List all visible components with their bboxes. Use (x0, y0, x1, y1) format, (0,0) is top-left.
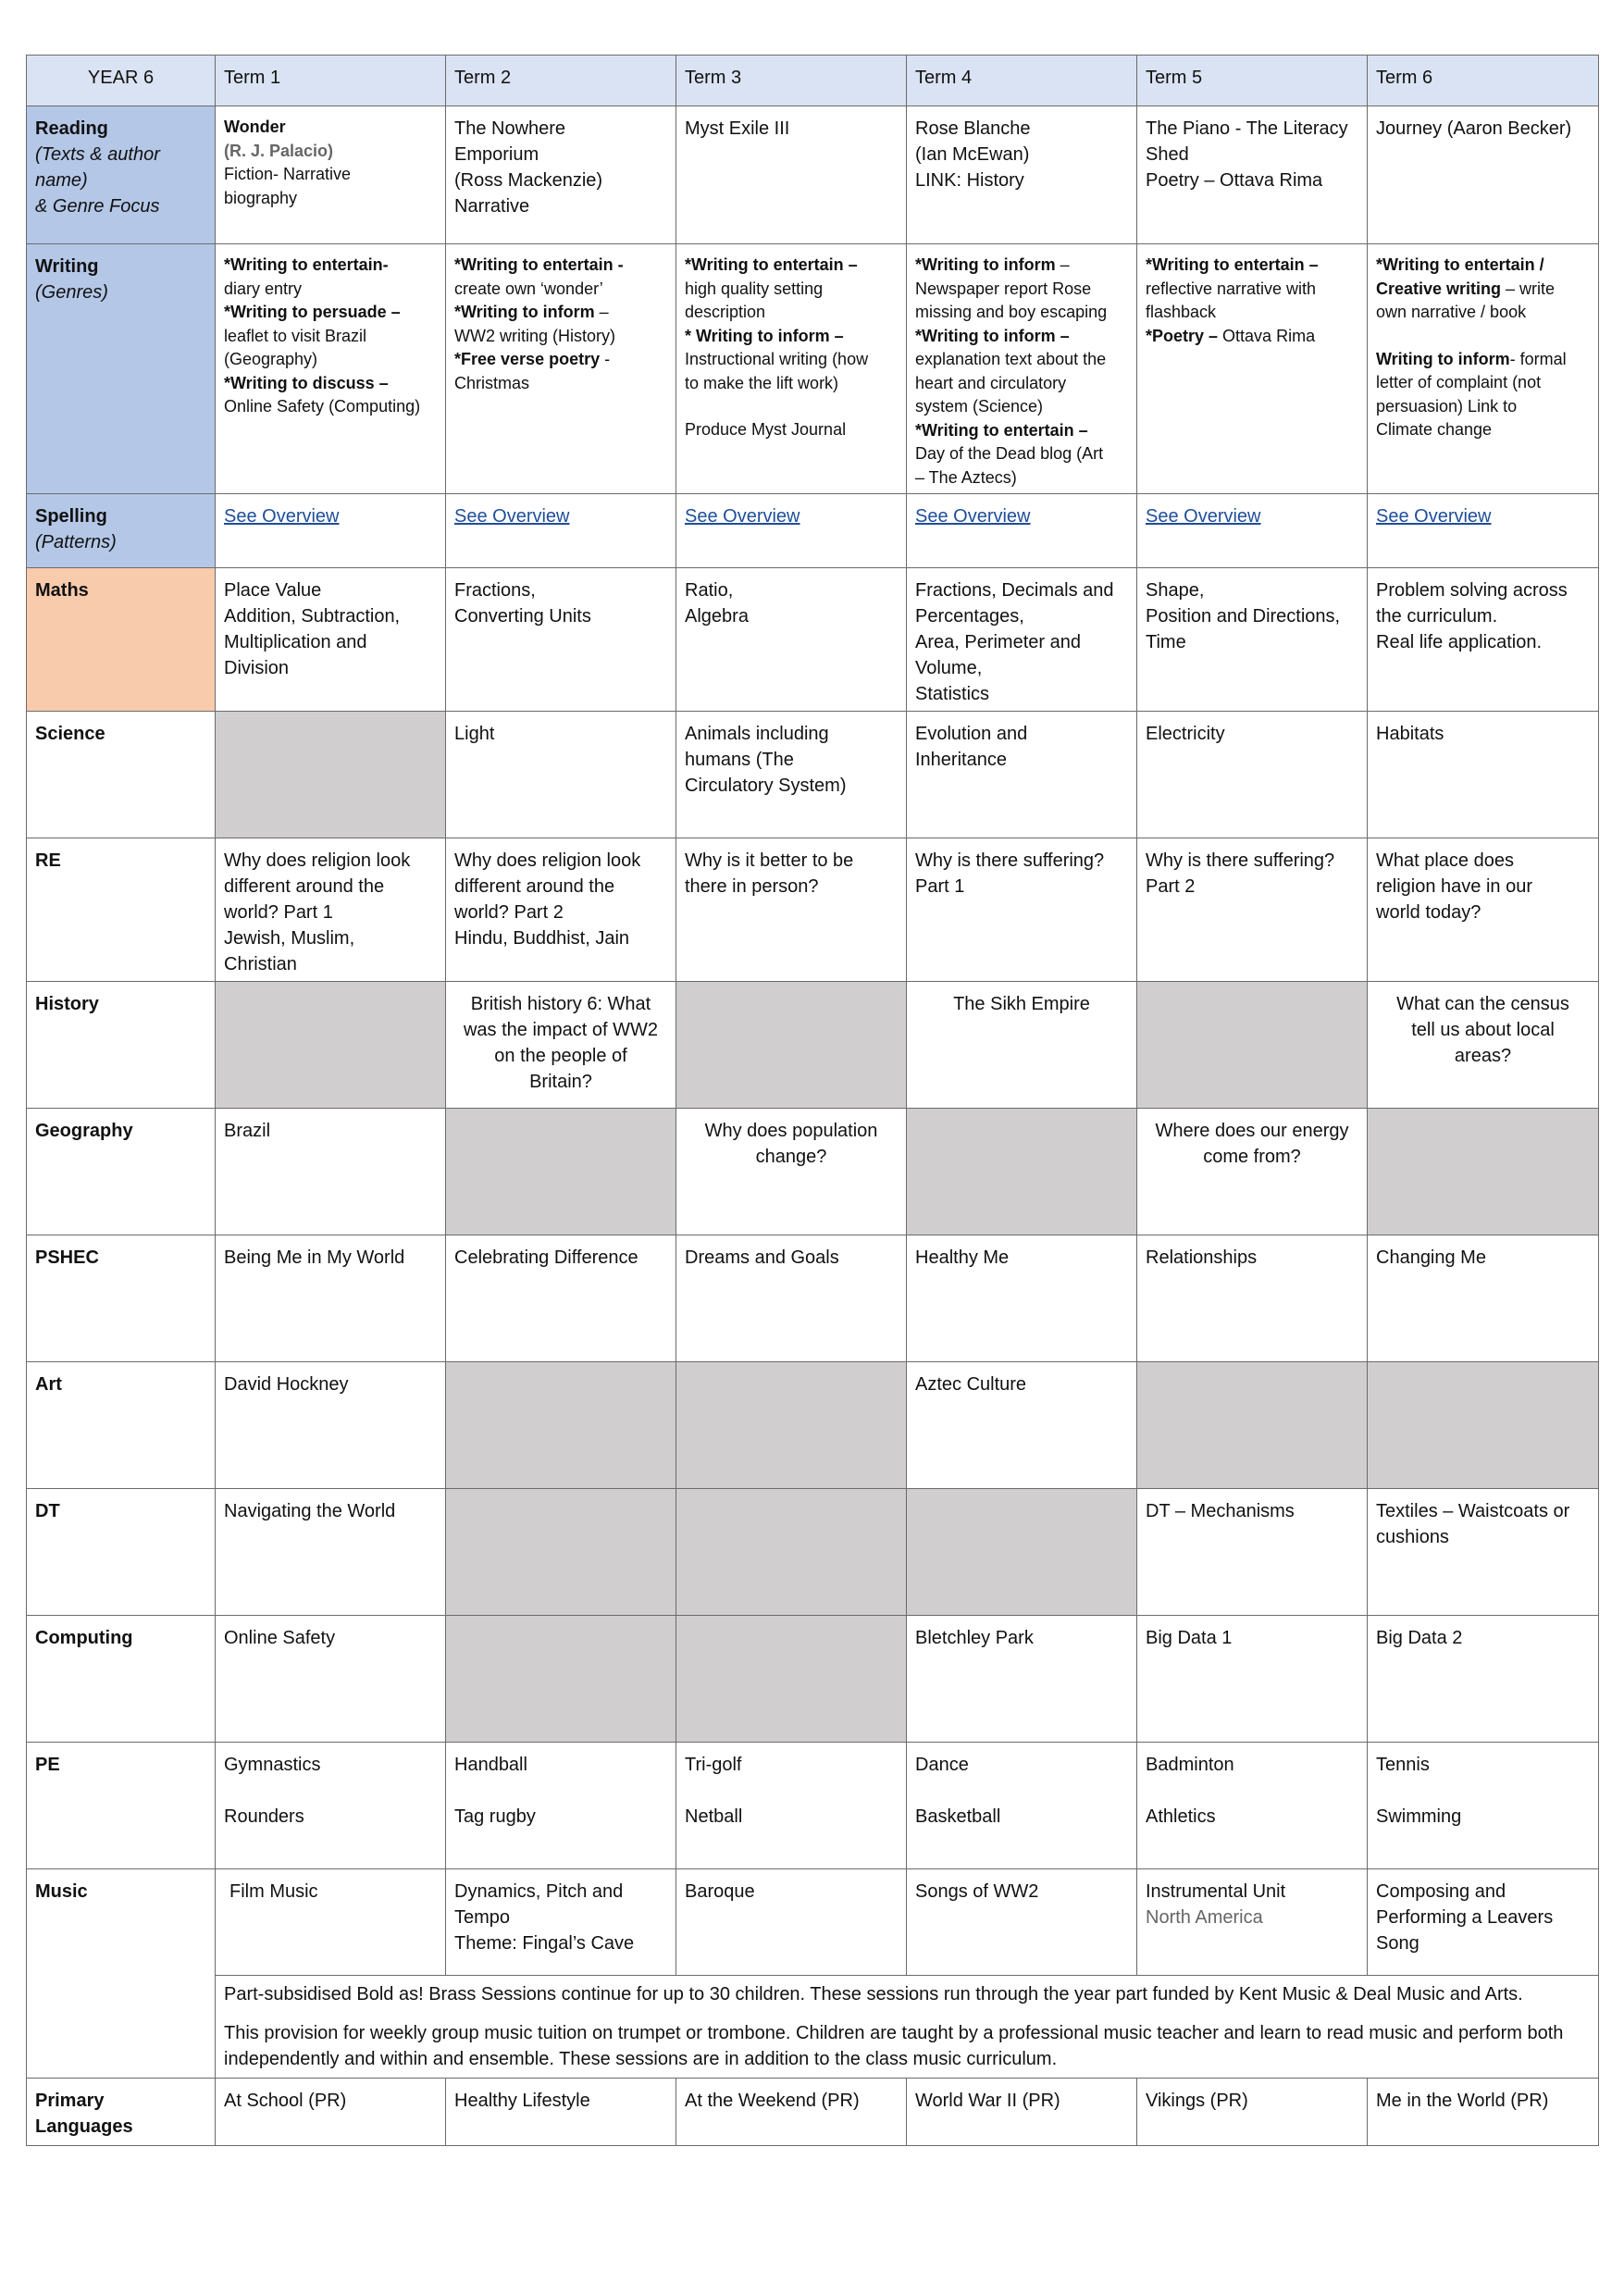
dt-term-4-empty (907, 1489, 1137, 1616)
spelling-term-1 (216, 494, 446, 568)
reading-term-6: Journey (Aaron Becker) (1368, 106, 1599, 244)
music-term-3: Baroque (676, 1869, 907, 1976)
pshec-term-2: Celebrating Difference (446, 1235, 676, 1362)
languages-row (27, 2079, 1599, 2146)
see-overview-link-term-3[interactable]: See Overview (685, 506, 800, 527)
pshec-term-6: Changing Me (1368, 1235, 1599, 1362)
reading-term-3: Myst Exile III (676, 106, 907, 244)
spelling-term-4 (907, 494, 1137, 568)
spelling-label: Spelling (Patterns) (27, 494, 216, 568)
art-label: Art (27, 1362, 216, 1489)
reading-label: Reading (Texts & author name) & Genre Focus (27, 106, 216, 244)
pe-term-2: Handball Tag rugby (446, 1743, 676, 1869)
pe-row (27, 1743, 1599, 1869)
music-provision-note: Part-subsidised Bold as! Brass Sessions continue for up to 30 children. These sessions run through the year part funded by Kent Music & Deal Music and Arts. This provision for weekly group music tuition on trumpet or trombone. Children are taught by a professional music teacher and learn to read music and perform both independently and within and ensemble. These sessions are in addition to the class music curriculum. (216, 1976, 1599, 2079)
re-label: RE (27, 838, 216, 982)
pe-term-6: Tennis Swimming (1368, 1743, 1599, 1869)
see-overview-link-term-6[interactable]: See Overview (1376, 506, 1492, 527)
re-term-4: Why is there suffering? Part 1 (907, 838, 1137, 982)
music-row (27, 1869, 1599, 1976)
writing-term-1: *Writing to entertain- diary entry *Writing to persuade – leaflet to visit Brazil (Geography) *Writing to discuss – Online Safety (Computing) (216, 244, 446, 494)
geography-term-3: Why does population change? (676, 1109, 907, 1235)
dt-term-3-empty (676, 1489, 907, 1616)
computing-label: Computing (27, 1616, 216, 1743)
science-label: Science (27, 712, 216, 838)
history-term-3-empty (676, 982, 907, 1109)
pshec-term-5: Relationships (1137, 1235, 1368, 1362)
geography-row (27, 1109, 1599, 1235)
year-title: YEAR 6 (27, 56, 216, 106)
writing-term-2: *Writing to entertain - create own ‘wonder’ *Writing to inform – WW2 writing (History) *Free verse poetry - Christmas (446, 244, 676, 494)
re-term-3: Why is it better to be there in person? (676, 838, 907, 982)
writing-term-5: *Writing to entertain – reflective narrative with flashback *Poetry – Ottava Rima (1137, 244, 1368, 494)
languages-term-5: Vikings (PR) (1137, 2079, 1368, 2146)
geography-term-5: Where does our energy come from? (1137, 1109, 1368, 1235)
spelling-term-6 (1368, 494, 1599, 568)
science-term-5: Electricity (1137, 712, 1368, 838)
writing-term-3: *Writing to entertain – high quality setting description * Writing to inform – Instructional writing (how to make the lift work) Produce Myst Journal (676, 244, 907, 494)
writing-row (27, 244, 1599, 494)
spelling-term-3 (676, 494, 907, 568)
computing-term-3-empty (676, 1616, 907, 1743)
term-3-header: Term 3 (676, 56, 907, 106)
dt-term-5: DT – Mechanisms (1137, 1489, 1368, 1616)
languages-term-3: At the Weekend (PR) (676, 2079, 907, 2146)
geography-term-1: Brazil (216, 1109, 446, 1235)
science-term-4: Evolution and Inheritance (907, 712, 1137, 838)
art-term-3-empty (676, 1362, 907, 1489)
writing-label: Writing (Genres) (27, 244, 216, 494)
computing-term-4: Bletchley Park (907, 1616, 1137, 1743)
science-row (27, 712, 1599, 838)
maths-label: Maths (27, 568, 216, 712)
computing-term-2-empty (446, 1616, 676, 1743)
science-term-6: Habitats (1368, 712, 1599, 838)
art-row (27, 1362, 1599, 1489)
history-term-1-empty (216, 982, 446, 1109)
geography-term-6-empty (1368, 1109, 1599, 1235)
pshec-term-3: Dreams and Goals (676, 1235, 907, 1362)
re-term-5: Why is there suffering? Part 2 (1137, 838, 1368, 982)
re-term-1: Why does religion look different around the world? Part 1 Jewish, Muslim, Christian (216, 838, 446, 982)
computing-row (27, 1616, 1599, 1743)
art-term-6-empty (1368, 1362, 1599, 1489)
science-term-3: Animals including humans (The Circulatory System) (676, 712, 907, 838)
reading-term-4: Rose Blanche (Ian McEwan) LINK: History (907, 106, 1137, 244)
art-term-1: David Hockney (216, 1362, 446, 1489)
see-overview-link-term-1[interactable]: See Overview (224, 506, 340, 527)
maths-term-1: Place Value Addition, Subtraction, Multiplication and Division (216, 568, 446, 712)
art-term-2-empty (446, 1362, 676, 1489)
computing-term-5: Big Data 1 (1137, 1616, 1368, 1743)
maths-term-5: Shape, Position and Directions, Time (1137, 568, 1368, 712)
dt-term-6: Textiles – Waistcoats or cushions (1368, 1489, 1599, 1616)
maths-row (27, 568, 1599, 712)
reading-term-5: The Piano - The Literacy Shed Poetry – Ottava Rima (1137, 106, 1368, 244)
history-term-2: British history 6: What was the impact of WW2 on the people of Britain? (446, 982, 676, 1109)
dt-term-1: Navigating the World (216, 1489, 446, 1616)
writing-term-4: *Writing to inform – Newspaper report Rose missing and boy escaping *Writing to inform – explanation text about the heart and circulatory system (Science) *Writing to entertain – Day of the Dead blog (Art – The Aztecs) (907, 244, 1137, 494)
spelling-row (27, 494, 1599, 568)
term-5-header: Term 5 (1137, 56, 1368, 106)
header-row (27, 56, 1599, 106)
music-term-1: Film Music (216, 1869, 446, 1976)
see-overview-link-term-5[interactable]: See Overview (1146, 506, 1261, 527)
music-term-4: Songs of WW2 (907, 1869, 1137, 1976)
reading-term-2: The Nowhere Emporium (Ross Mackenzie) Narrative (446, 106, 676, 244)
writing-term-6: *Writing to entertain / Creative writing – write own narrative / book Writing to inform- formal letter of complaint (not persuasion) Link to Climate change (1368, 244, 1599, 494)
history-row (27, 982, 1599, 1109)
pe-term-4: Dance Basketball (907, 1743, 1137, 1869)
languages-term-6: Me in the World (PR) (1368, 2079, 1599, 2146)
pshec-row (27, 1235, 1599, 1362)
pshec-label: PSHEC (27, 1235, 216, 1362)
music-term-6: Composing and Performing a Leavers Song (1368, 1869, 1599, 1976)
re-term-6: What place does religion have in our world today? (1368, 838, 1599, 982)
history-term-6: What can the census tell us about local areas? (1368, 982, 1599, 1109)
maths-term-6: Problem solving across the curriculum. Real life application. (1368, 568, 1599, 712)
re-term-2: Why does religion look different around the world? Part 2 Hindu, Buddhist, Jain (446, 838, 676, 982)
history-term-5-empty (1137, 982, 1368, 1109)
dt-term-2-empty (446, 1489, 676, 1616)
reading-term-1: Wonder (R. J. Palacio) Fiction- Narrative biography (216, 106, 446, 244)
history-label: History (27, 982, 216, 1109)
languages-term-1: At School (PR) (216, 2079, 446, 2146)
spelling-term-5 (1137, 494, 1368, 568)
maths-term-2: Fractions, Converting Units (446, 568, 676, 712)
geography-label: Geography (27, 1109, 216, 1235)
history-term-4: The Sikh Empire (907, 982, 1137, 1109)
term-2-header: Term 2 (446, 56, 676, 106)
see-overview-link-term-4[interactable]: See Overview (915, 506, 1031, 527)
reading-row (27, 106, 1599, 244)
music-term-2: Dynamics, Pitch and Tempo Theme: Fingal’s Cave (446, 1869, 676, 1976)
music-term-5: Instrumental Unit North America (1137, 1869, 1368, 1976)
music-note-row (27, 1976, 1599, 2079)
languages-term-2: Healthy Lifestyle (446, 2079, 676, 2146)
pe-term-5: Badminton Athletics (1137, 1743, 1368, 1869)
term-6-header: Term 6 (1368, 56, 1599, 106)
languages-label: Primary Languages (27, 2079, 216, 2146)
geography-term-4-empty (907, 1109, 1137, 1235)
dt-label: DT (27, 1489, 216, 1616)
maths-term-3: Ratio, Algebra (676, 568, 907, 712)
maths-term-4: Fractions, Decimals and Percentages, Area, Perimeter and Volume, Statistics (907, 568, 1137, 712)
re-row (27, 838, 1599, 982)
pe-label: PE (27, 1743, 216, 1869)
art-term-5-empty (1137, 1362, 1368, 1489)
science-term-2: Light (446, 712, 676, 838)
science-term-1-empty (216, 712, 446, 838)
spelling-term-2 (446, 494, 676, 568)
computing-term-1: Online Safety (216, 1616, 446, 1743)
art-term-4: Aztec Culture (907, 1362, 1137, 1489)
pe-term-1: Gymnastics Rounders (216, 1743, 446, 1869)
term-4-header: Term 4 (907, 56, 1137, 106)
pe-term-3: Tri-golf Netball (676, 1743, 907, 1869)
see-overview-link-term-2[interactable]: See Overview (454, 506, 570, 527)
pshec-term-4: Healthy Me (907, 1235, 1137, 1362)
computing-term-6: Big Data 2 (1368, 1616, 1599, 1743)
music-label: Music (27, 1869, 216, 2079)
geography-term-2-empty (446, 1109, 676, 1235)
term-1-header: Term 1 (216, 56, 446, 106)
pshec-term-1: Being Me in My World (216, 1235, 446, 1362)
dt-row (27, 1489, 1599, 1616)
languages-term-4: World War II (PR) (907, 2079, 1137, 2146)
curriculum-table (26, 55, 1599, 2146)
